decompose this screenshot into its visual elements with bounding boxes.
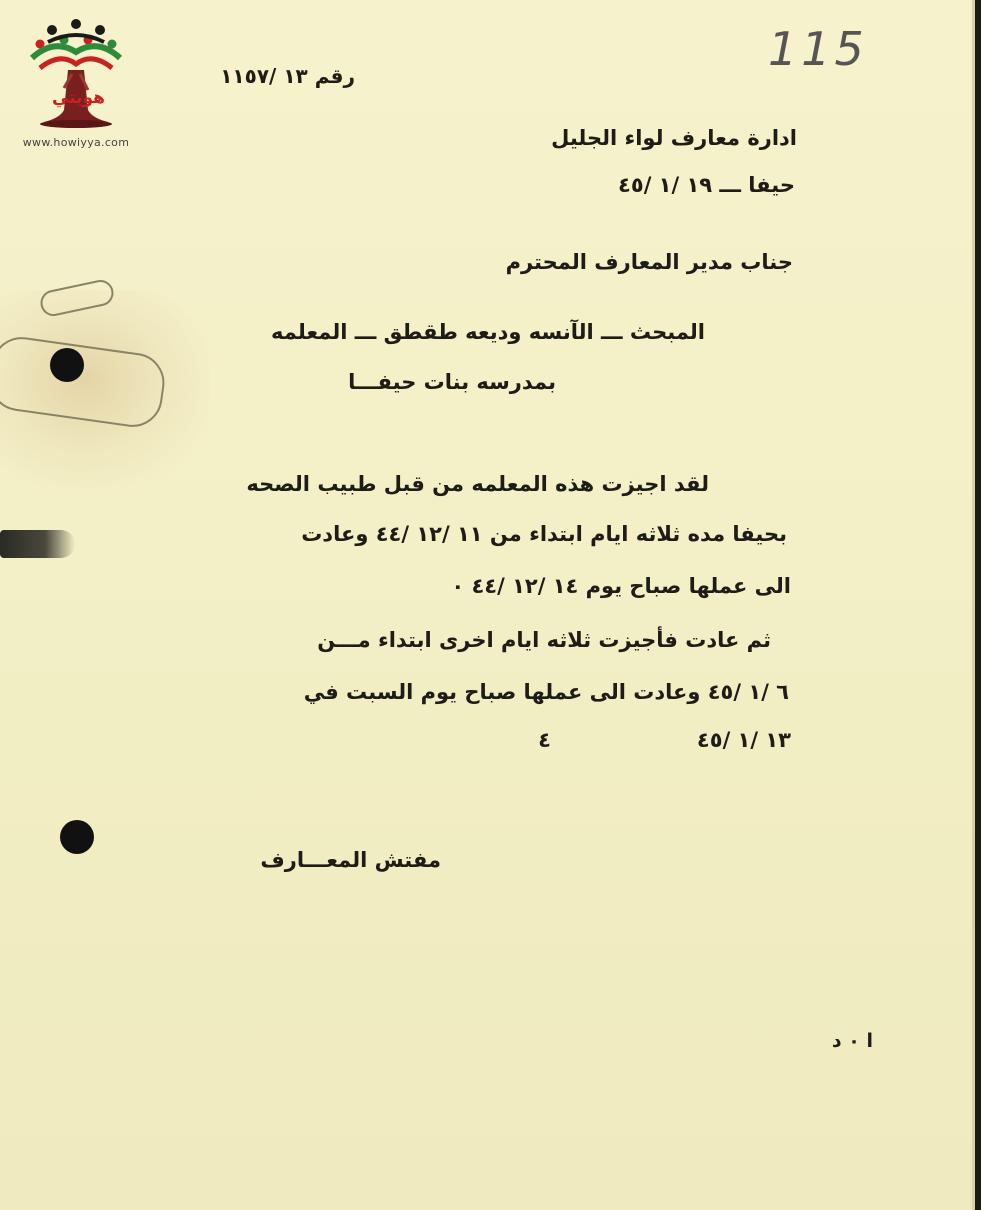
body-line-1: لقد اجيزت هذه المعلمه من قبل طبيب الصحه [246,472,709,496]
subject-line-1: المبحث ـــ الآنسه وديعه طقطق ـــ المعلمه [271,320,705,344]
howiyya-logo [14,18,138,156]
signature: مفتش المعـــارف [260,848,441,872]
initials: ا ٠ د [831,1030,873,1052]
logo-url: www.howiyya.com [22,136,130,149]
punch-hole-upper [50,348,84,382]
logo-arabic-text: هويتي [52,88,105,108]
handwritten-number: 115 [768,22,868,76]
body-line-2: بحيفا مده ثلاثه ايام ابتداء من ١١ /١٢ /٤٤ وعادت [301,522,787,546]
page-edge-dark [975,0,981,1210]
tree-of-people-logo-icon [14,18,138,136]
punch-hole-lower [60,820,94,854]
body-line-6: ١٣ /١ /٤٥ [696,728,791,752]
subject-line-2: بمدرسه بنات حيفـــا [348,370,556,394]
body-end-mark: ٤ [538,728,551,752]
ink-smudge [0,530,75,558]
body-line-3: الى عملها صباح يوم ١٤ /١٢ /٤٤ ٠ [451,574,791,598]
sender-office: ادارة معارف لواء الجليل [551,126,797,150]
body-line-4: ثم عادت فأجيزت ثلاثه ايام اخرى ابتداء مـــن [317,628,771,652]
place-date: حيفا ـــ ١٩ /١ /٤٥ [618,173,795,197]
body-line-5: ٦ /١ /٤٥ وعادت الى عملها صباح يوم السبت في [303,680,789,704]
reference-number: رقم ١٣ /١١٥٧ [220,64,355,88]
addressee: جناب مدير المعارف المحترم [505,250,793,274]
